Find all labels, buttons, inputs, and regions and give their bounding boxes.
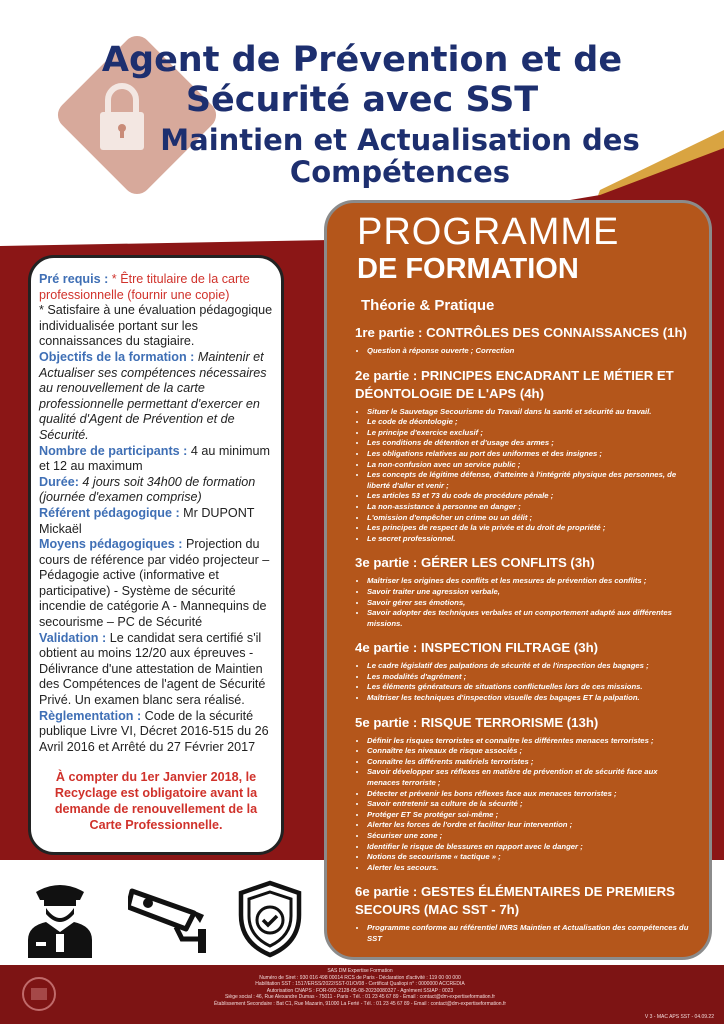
section-title: 5e partie : RISQUE TERRORISME (13h): [355, 714, 599, 730]
footer-line: Autorisation CNAPS : FOR-092-2128-05-08-20230080327 - Agrément SSIAP : 0023: [266, 987, 454, 994]
program-sections: [351, 324, 691, 945]
footer-line: SAS DM Expertise Formation: [327, 968, 393, 974]
list-item: • Connaître les niveaux de risque associés ;: [367, 746, 691, 757]
list-item: • Savoir développer ses réflexes en matière de prévention et de sécurité face aux menaces terroriste ;: [367, 767, 691, 788]
list-item: • L'omission d'empêcher un crime ou un délit ;: [367, 513, 691, 524]
list-item: • Notions de secourisme « tactique » ;: [367, 852, 691, 863]
footer-line: Habilitation SST : 1517/ERSS/2022/SST-01/O/08 - Certificat Qualiopi n° : 0000000 ACCREDIA: [255, 981, 465, 987]
list-item: • Les obligations relatives au port des uniformes et des insignes ;: [367, 449, 691, 460]
program-panel: [324, 200, 712, 960]
section-list: [351, 407, 691, 545]
program-title-2: DE FORMATION: [357, 253, 579, 285]
security-guard-icon: [22, 878, 98, 958]
document-reference: V 3 - MAC APS SST - 04.09.22: [644, 1014, 714, 1020]
list-item: • Savoir gérer ses émotions,: [367, 598, 691, 609]
cctv-camera-icon: [128, 885, 218, 955]
list-item: • Le code de déontologie ;: [367, 417, 691, 428]
list-item: • Programme conforme au référentiel INRS Maintien et Actualisation des compétences du SST: [367, 923, 691, 944]
page-title: Agent de Prévention et de Sécurité avec SST: [101, 40, 623, 120]
recycling-notice: À compter du 1er Janvier 2018, le Recyclage est obligatoire avant la demande de renouvellement de la Carte Professionnelle.: [54, 770, 258, 833]
list-item: • Les principes de respect de la vie privée et du droit de propriété ;: [367, 523, 691, 534]
list-item: • Les articles 53 et 73 du code de procédure pénale ;: [367, 491, 691, 502]
section-list: [351, 346, 691, 357]
list-item: • Maîtriser les techniques d'inspection visuelle des bagages ET la palpation.: [367, 693, 691, 704]
list-item: • Savoir adopter des techniques verbales et un comportement adapté aux différentes missions.: [367, 608, 691, 629]
list-item: • Le principe d'exercice exclusif ;: [367, 428, 691, 439]
section-list: [351, 923, 691, 944]
list-item: • Les éléments générateurs de situations conflictuelles lors de ces missions.: [367, 682, 691, 693]
list-item: • Détecter et prévenir les bons réflexes face aux menaces terroristes ;: [367, 789, 691, 800]
list-item: • Savoir entretenir sa culture de la sécurité ;: [367, 799, 691, 810]
list-item: • Savoir traiter une agression verbale,: [367, 587, 691, 598]
list-item: • Maîtriser les origines des conflits et les mesures de prévention des conflits ;: [367, 576, 691, 587]
section-title: 1re partie : CONTRÔLES DES CONNAISSANCES (1h): [355, 325, 687, 340]
list-item: • Alerter les secours.: [367, 863, 691, 874]
footer-line: Siège social : 46, Rue Alexandre Dumas - 75011 - Paris - Tél. : 01 23 45 67 89 - Email : contact@dm-expertiseformation.fr: [224, 994, 496, 1000]
list-item: • Le secret professionnel.: [367, 534, 691, 545]
list-item: • Sécuriser une zone ;: [367, 831, 691, 842]
shield-check-icon: [236, 880, 304, 958]
footer: [0, 965, 724, 1024]
section-list: [351, 736, 691, 874]
program-subtitle: Théorie & Pratique: [361, 297, 495, 314]
company-logo-icon: [20, 975, 58, 1013]
footer-text: [160, 968, 560, 1007]
section-list: [351, 576, 691, 629]
section-title: 4e partie : INSPECTION FILTRAGE (3h): [355, 640, 599, 656]
list-item: • Question à réponse ouverte ; Correction: [367, 346, 691, 357]
info-panel: Pré requis : * Être titulaire de la carte professionnelle (fournir une copie) * Satisfaire à une évaluation pédagogique individualisée portant sur les connaissances du stagiaire. Objectifs de la formation : Maintenir et Actualiser ses compétences nécessaires au renouvellement de la carte professionnelle permettant d'exercer en qualité d'Agent de Prévention et de Sécurité. Nombre de participants : 4 au minimum et 12 au maximum Durée: 4 jours soit 34h00 de formation (journée d'examen comprise) Référent pédagogique : Mr DUPONT Mickaël Moyens pédagogiques : Projection du cours de référence par vidéo projecteur – Pédagogie active (informative et participative) - Système de sécurité incendie de catégorie A - Mannequins de secourisme – PC de Sécurité Validation : Le candidat sera certifié s'il obtient au moins 12/20 aux épreuves - Délivrance d'une attestation de Maintien des Compétences de l'agent de Sécurité Privé. Un examen blanc sera réalisé. Règlementation : Code de la sécurité publique Livre VI, Décret 2016-515 du 26 Avril 2016 et Arrêté du 27 Février 2017 À compter du 1er Janvier 2018, le Recyclage est obligatoire avant la demande de renouvellement de la Carte Professionnelle.: [28, 255, 284, 855]
page-subtitle: Maintien et Actualisation des Compétences: [160, 123, 640, 189]
list-item: • Situer le Sauvetage Secourisme du Travail dans la santé et sécurité au travail.: [367, 407, 691, 418]
list-item: • Définir les risques terroristes et connaître les différentes menaces terroristes ;: [367, 736, 691, 747]
section-title: 6e partie : GESTES ÉLÉMENTAIRES DE PREMIERS SECOURS (MAC SST - 7h): [355, 884, 675, 918]
program-title: PROGRAMME: [357, 211, 620, 253]
list-item: • Connaître les différents matériels terroristes ;: [367, 757, 691, 768]
list-item: • La non-confusion avec un service public ;: [367, 460, 691, 471]
list-item: • Les modalités d'agrément ;: [367, 672, 691, 683]
footer-line: Numéro de Siret : 930 016 498 00014 RCS de Paris - Déclaration d'activité : 119 00 00 000: [259, 974, 461, 981]
list-item: • La non-assistance à personne en danger ;: [367, 502, 691, 513]
section-list: [351, 661, 691, 703]
section-title: 3e partie : GÉRER LES CONFLITS (3h): [355, 555, 595, 571]
list-item: • Identifier le risque de blessures en rapport avec le danger ;: [367, 842, 691, 853]
list-item: • Protéger ET Se protéger soi-même ;: [367, 810, 691, 821]
list-item: • Le cadre législatif des palpations de sécurité et de l'inspection des bagages ;: [367, 661, 691, 672]
list-item: • Alerter les forces de l'ordre et faciliter leur intervention ;: [367, 820, 691, 831]
section-title: 2e partie : PRINCIPES ENCADRANT LE MÉTIER ET DÉONTOLOGIE DE L'APS (4h): [355, 367, 674, 401]
footer-line: Établissement Secondaire : Bat C1, Rue Mazarin, 91000 La Ferté - Tél. : 01 23 45 67 89 - Email : contact@dm-expertiseformation.fr: [213, 1000, 507, 1007]
list-item: • Les concepts de légitime défense, d'atteinte à l'intégrité physique des personnes, de liberté d'aller et venir ;: [367, 470, 691, 491]
list-item: • Les conditions de détention et d'usage des armes ;: [367, 438, 691, 449]
